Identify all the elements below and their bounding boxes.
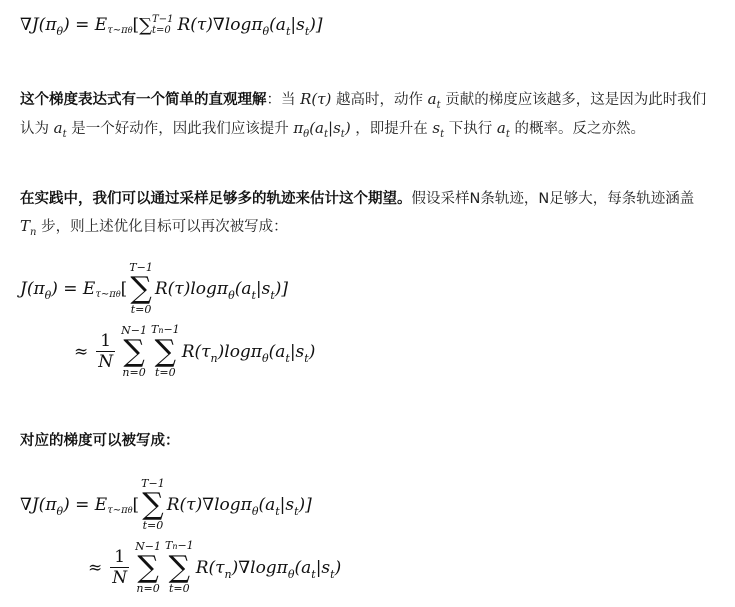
formula3-sum-t: Tn−1 ∑ t=0: [164, 539, 194, 595]
formula-objective-line1: $J(\pi_\theta$ ) = E τ∼πθ [ T−1 ∑ t=0 $R(\tau)\log\pi_\theta(a_t|s_t)$]: [20, 261, 289, 316]
formula3-sum-n: N−1 ∑ n=0: [135, 539, 161, 595]
formula2-sum-n: N−1 ∑ n=0: [121, 323, 147, 379]
formula1-body: $R(\tau)\nabla\log\pi_\theta(a_t|s_t)$]: [177, 15, 323, 38]
paragraph-sampling-bold: 在实践中，我们可以通过采样足够多的轨迹来估计这个期望。: [20, 191, 412, 207]
math-a-t: $a_t$: [427, 90, 441, 111]
math-T-n: $T_n$: [20, 217, 37, 238]
formula3-sum: T−1 ∑ t=0: [141, 477, 165, 532]
formula-objective-line2: ≈ $\frac{1}{N}$ N−1 ∑ n=0 Tn−1 ∑ t=0 $R(\tau_n)\log\pi_\theta(a_t|s_t)$: [74, 323, 316, 379]
paragraph-sampling: 在实践中，我们可以通过采样足够多的轨迹来估计这个期望。假设采样N条轨迹，N足够大，每条轨迹涵盖 $T_n$ 步，则上述优化目标可以再次被写成：: [20, 191, 695, 238]
formula2-sum: T−1 ∑ t=0: [129, 261, 153, 316]
formula2-fraction: $\frac{1}{N}$: [98, 331, 114, 372]
formula1-eq: ) = E: [63, 15, 108, 35]
formula1-sum: ∑: [139, 14, 153, 36]
formula-gradient-expectation: [20, 14, 323, 36]
formula1-bracket-open: [: [132, 15, 140, 35]
formula1-lhs: $\nabla J(\pi_\theta$: [20, 15, 64, 38]
math-a-t-3: $a_t$: [496, 119, 510, 140]
formula3-fraction: $\frac{1}{N}$: [112, 547, 128, 588]
formula-gradient-line2: ≈ $\frac{1}{N}$ N−1 ∑ n=0 Tn−1 ∑ t=0 $R(\tau_n)\nabla\log\pi_\theta(a_t|s_t)$: [88, 539, 342, 595]
formula1-expect-sub: τ∼πθ: [107, 24, 133, 36]
math-s-t: $s_t$: [432, 119, 445, 140]
formula1-sum-limits: T−1 t=0: [152, 14, 174, 36]
formula-gradient-line1: $\nabla J(\pi_\theta$ ) = E τ∼πθ [ T−1 ∑ t=0 $R(\tau)\nabla\log\pi_\theta(a_t|s_t)$]: [20, 477, 312, 532]
math-pi-theta: $\pi_\theta(a_t|s_t)$: [293, 119, 351, 140]
paragraph-gradient-heading: [20, 428, 710, 455]
paragraph-gradient-heading-bold: 对应的梯度可以被写成：: [20, 433, 180, 449]
math-R-tau: R(τ): [300, 90, 332, 108]
paragraph-intuition: 这个梯度表达式有一个简单的直观理解：当 R(τ) 越高时，动作 $a_t$ 贡献的梯度应该越多，这是因为此时我们认为 $a_t$ 是一个好动作，因此我们应该提升 $\pi_\theta(a_t|s_t)$ ，即提升在 $s_t$ 下执行 $a_t$ 的概率。反之亦然。: [20, 90, 707, 140]
formula2-sum-t: Tn−1 ∑ t=0: [150, 323, 180, 379]
math-a-t-2: $a_t$: [53, 119, 67, 140]
paragraph-intuition-bold: 这个梯度表达式有一个简单的直观理解: [20, 92, 267, 108]
